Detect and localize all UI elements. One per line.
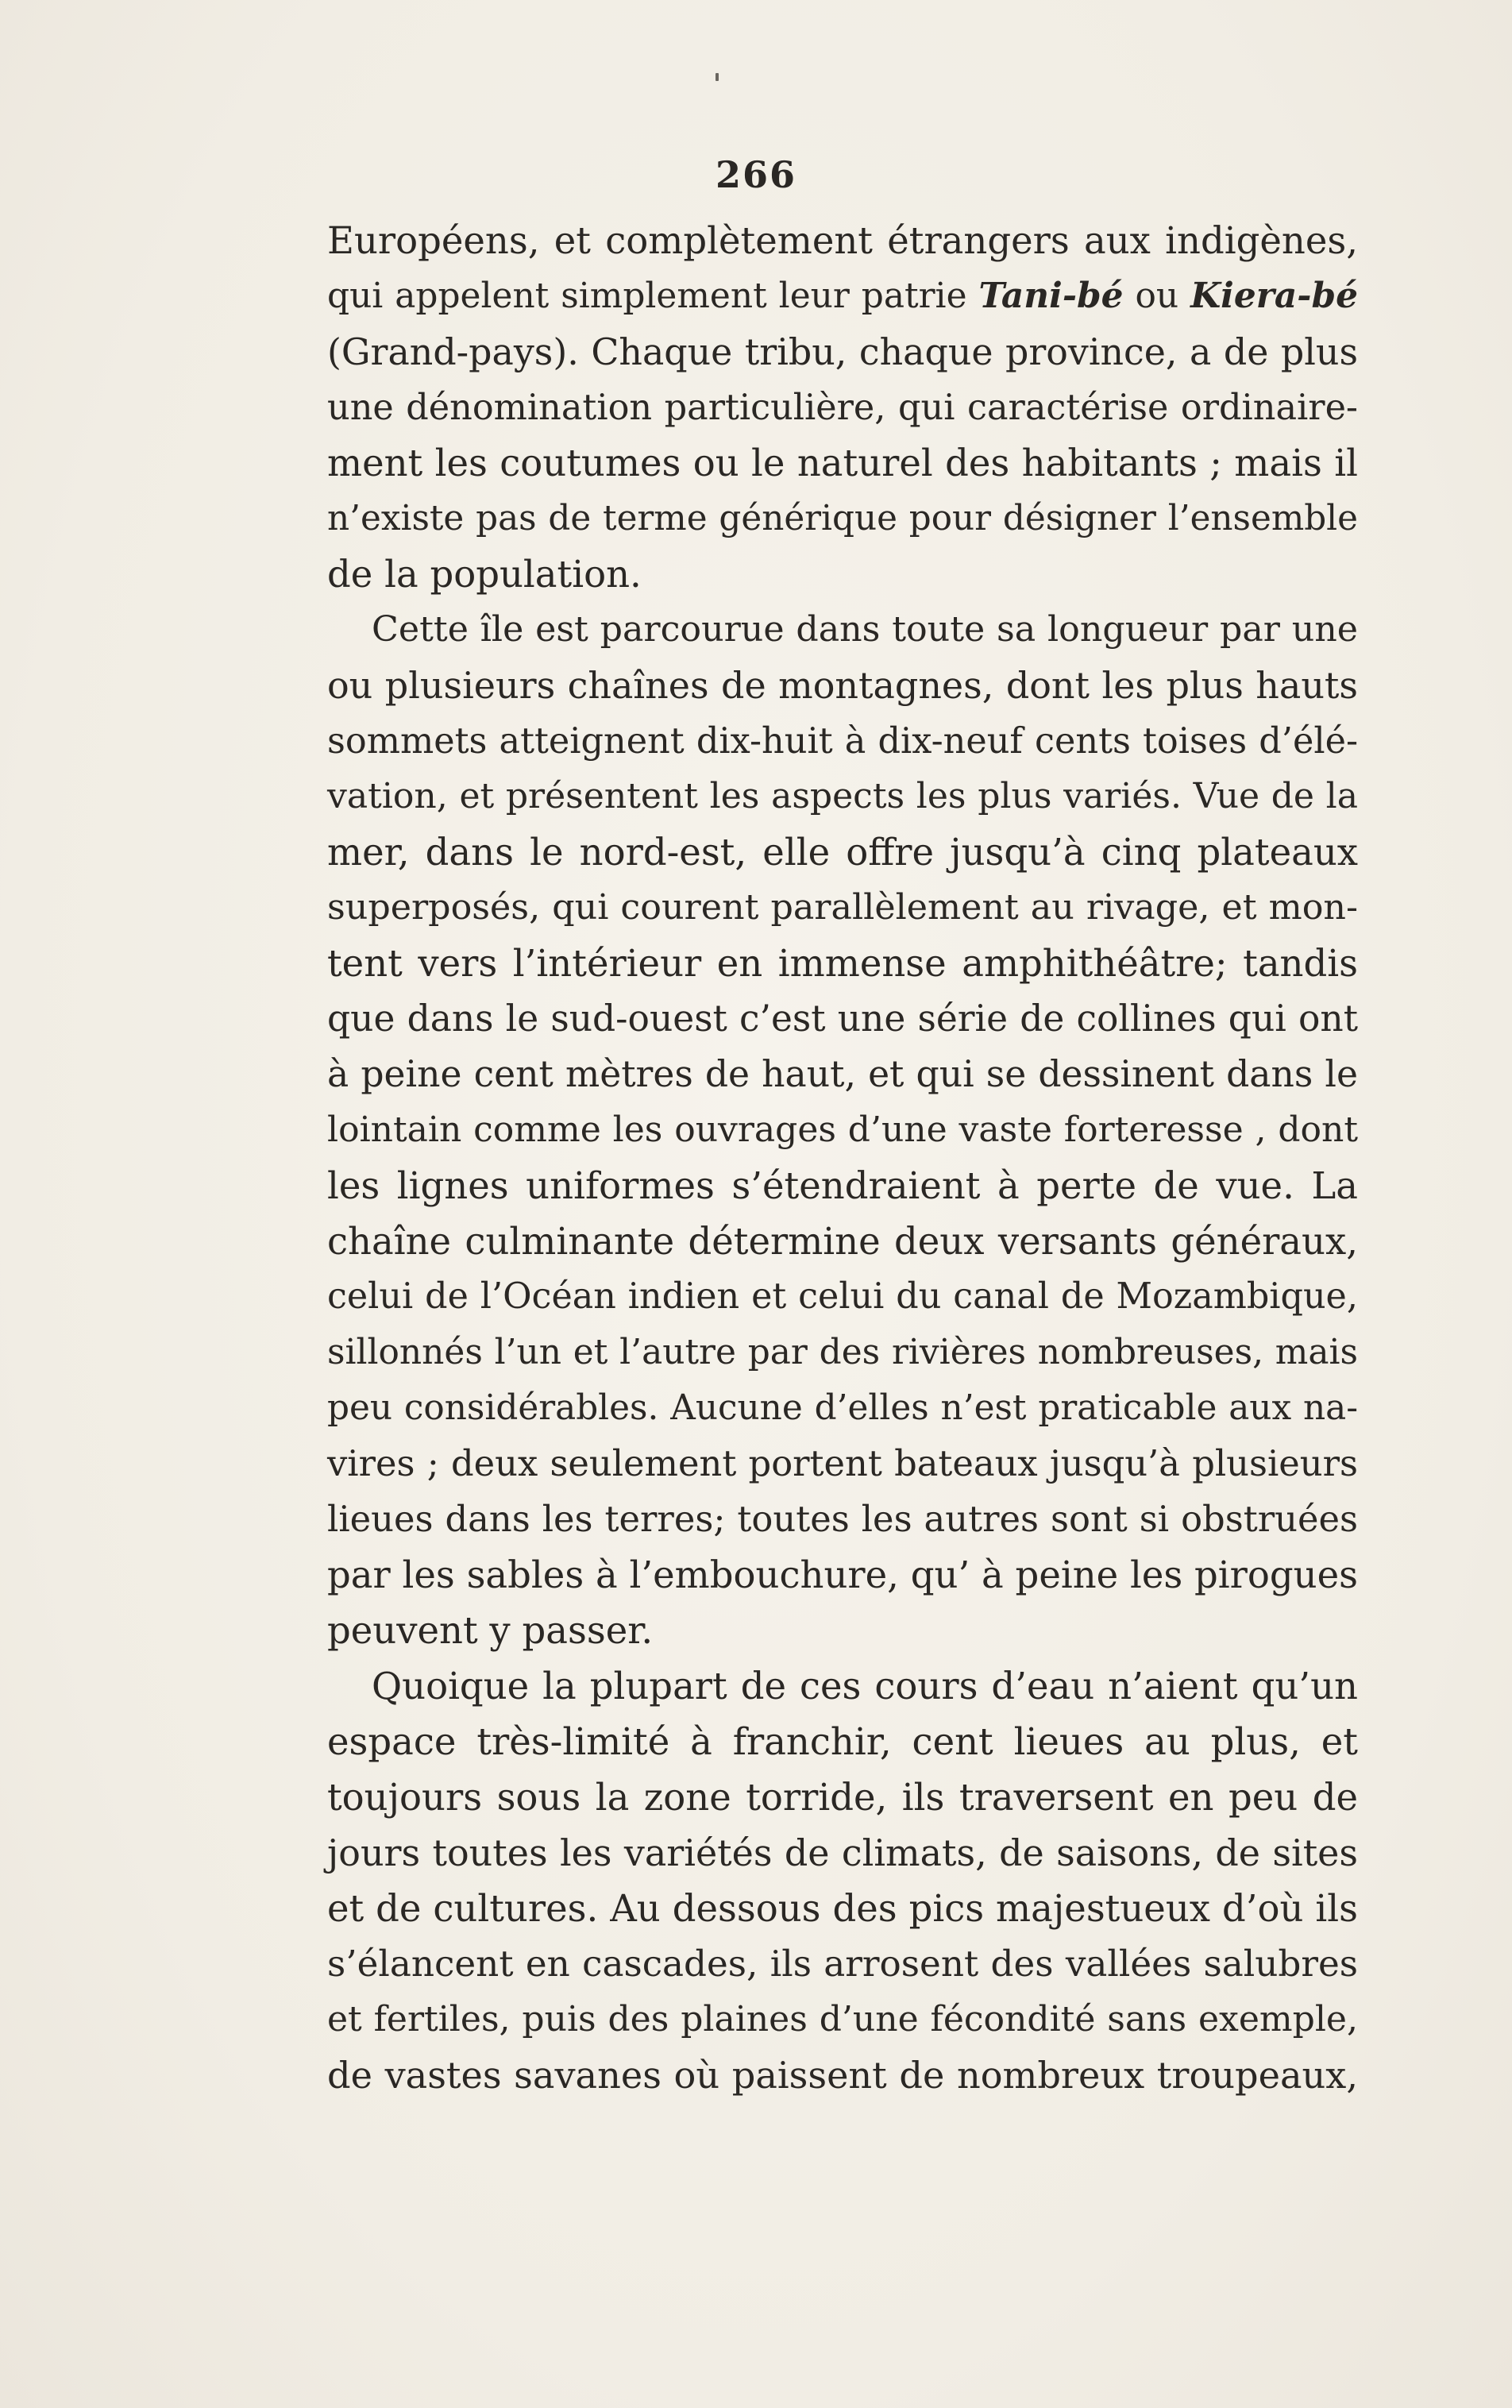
text-line-16: à peine cent mètres de haut, et qui se dessinent dans le [327,1053,1358,1095]
place-name-kiera-be: Kiera-bé [1190,276,1358,316]
page-number: 266 [715,153,797,196]
text-line-34: de vastes savanes où paissent de nombreux troupeaux, [327,2054,1358,2097]
text-line-19: chaîne culminante détermine deux versants généraux, [327,1220,1358,1263]
text-line-20: celui de l’Océan indien et celui du canal de Mozambique, [327,1276,1358,1317]
text-line-7: de la population. [327,553,642,596]
text-line-25: par les sables à l’embouchure, qu’ à peine les pirogues [327,1553,1358,1596]
text-line-4: une dénomination particulière, qui caractérise ordinaire- [327,387,1358,428]
text-line-22: peu considérables. Aucune d’elles n’est praticable aux na- [327,1387,1358,1428]
text-line-8: Cette île est parcourue dans toute sa longueur par une [372,609,1358,650]
text-line-30: jours toutes les variétés de climats, de saisons, de sites [327,1831,1358,1874]
text-line-23: vires ; deux seulement portent bateaux jusqu’à plusieurs [327,1442,1358,1484]
text-line-5: ment les coutumes ou le naturel des habitants ; mais il [327,442,1358,484]
text-line-2-mid: ou [1123,276,1191,316]
text-line-33: et fertiles, puis des plaines d’une fécondité sans exemple, [327,1999,1358,2039]
top-ink-mark [716,73,719,81]
text-body [327,213,1358,2103]
text-line-28: espace très-limité à franchir, cent lieues au plus, et [327,1720,1358,1763]
text-line-31: et de cultures. Au dessous des pics majestueux d’où ils [327,1887,1358,1930]
text-line-6: n’existe pas de terme générique pour désigner l’ensemble [327,498,1358,538]
text-line-2 [327,268,1358,324]
text-line-12: mer, dans le nord-est, elle offre jusqu’à cinq plateaux [327,831,1358,874]
text-line-32: s’élancent en cascades, ils arrosent des vallées salubres [327,1943,1358,1985]
text-line-29: toujours sous la zone torride, ils traversent en peu de [327,1776,1358,1819]
text-line-14: tent vers l’intérieur en immense amphithéâtre; tandis [327,942,1358,985]
text-line-2-start: qui appelent simplement leur patrie [327,276,979,316]
text-line-27: Quoique la plupart de ces cours d’eau n’aient qu’un [372,1665,1358,1708]
text-line-3: (Grand-pays). Chaque tribu, chaque province, a de plus [327,330,1358,373]
text-line-9: ou plusieurs chaînes de montagnes, dont les plus hauts [327,664,1358,707]
text-line-1: Européens, et complètement étrangers aux indigènes, [327,219,1358,262]
text-line-17: lointain comme les ouvrages d’une vaste forteresse , dont [327,1109,1358,1150]
text-line-15: que dans le sud-ouest c’est une série de collines qui ont [327,998,1358,1040]
text-line-10: sommets atteignent dix-huit à dix-neuf cents toises d’élé- [327,720,1358,762]
text-line-11: vation, et présentent les aspects les plus variés. Vue de la [327,776,1358,816]
text-line-26: peuvent y passer. [327,1609,654,1652]
text-line-24: lieues dans les terres; toutes les autres sont si obstruées [327,1498,1358,1540]
text-line-13: superposés, qui courent parallèlement au rivage, et mon- [327,887,1358,928]
text-line-18: les lignes uniformes s’étendraient à perte de vue. La [327,1164,1358,1207]
place-name-tani-be: Tani-bé [978,276,1124,316]
text-line-21: sillonnés l’un et l’autre par des rivières nombreuses, mais [327,1332,1358,1372]
